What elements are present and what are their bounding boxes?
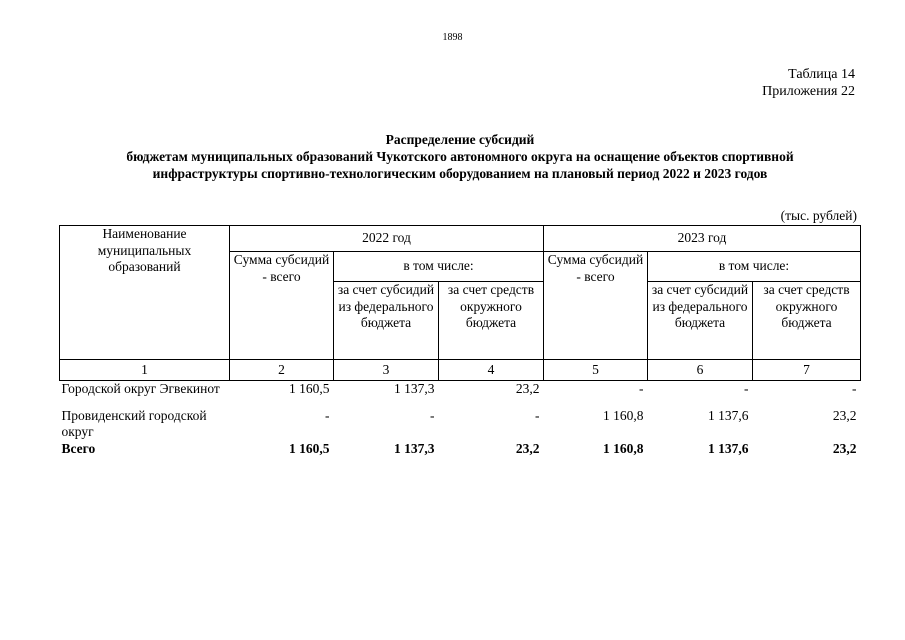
column-number: 3 [334,360,439,381]
cell-value: 23,2 [515,381,540,396]
total-value: 1 137,3 [394,440,435,456]
header-municipality: Наименование муниципальных образований [60,226,230,360]
column-number: 5 [544,360,648,381]
cell-value: - [852,381,857,396]
cell-value: - [639,381,644,396]
header-federal-2023: за счет субсидий из федерального бюджета [648,282,753,360]
header-total-2023: Сумма субсидий - всего [544,252,648,360]
cell-value: - [430,407,435,423]
cell-value: 23,2 [832,407,857,423]
header-district-2022: за счет средств окружного бюджета [439,282,544,360]
table-number: Таблица 14 [788,67,855,82]
title-line-2: бюджетам муниципальных образований Чукотского автономного округа на оснащение объектов спортивной [126,149,794,164]
document-title [60,131,860,182]
table-row [60,381,861,398]
cell-value: 1 137,3 [394,381,435,396]
header-federal-2022: за счет субсидий из федерального бюджета [334,282,439,360]
column-number: 4 [439,360,544,381]
cell-value: 1 137,6 [708,407,749,423]
header-year-2022: 2022 год [230,226,544,252]
total-label: Всего [61,440,96,456]
subsidy-table [59,225,861,457]
column-number: 1 [60,360,230,381]
municipality-name: Городской округ Эгвекинот [61,381,220,396]
total-value: 1 160,8 [603,440,644,456]
total-row [60,441,861,458]
title-line-1: Распределение субсидий [385,132,535,147]
total-value: 23,2 [832,440,857,456]
cell-value: - [744,381,749,396]
header-including-2022: в том числе: [334,252,544,282]
table-row [60,398,861,441]
municipality-name: Провиденский городской округ [61,407,207,439]
table-reference [762,66,855,100]
column-number: 6 [648,360,753,381]
cell-value: - [325,407,330,423]
total-value: 1 137,6 [708,440,749,456]
header-district-2023: за счет средств окружного бюджета [753,282,861,360]
header-total-2022: Сумма субсидий - всего [230,252,334,360]
column-number: 7 [753,360,861,381]
header-including-2023: в том числе: [648,252,861,282]
total-value: 1 160,5 [289,440,330,456]
page-number: 1898 [442,32,463,43]
total-value: 23,2 [515,440,540,456]
appendix-number: Приложения 22 [762,84,855,99]
cell-value: 1 160,5 [289,381,330,396]
cell-value: - [535,407,540,423]
cell-value: 1 160,8 [603,407,644,423]
column-number: 2 [230,360,334,381]
title-line-3: инфраструктуры спортивно-технологическим оборудованием на плановый период 2022 и 2023 годов [152,166,768,181]
unit-note: (тыс. рублей) [780,208,857,223]
header-year-2023: 2023 год [544,226,861,252]
